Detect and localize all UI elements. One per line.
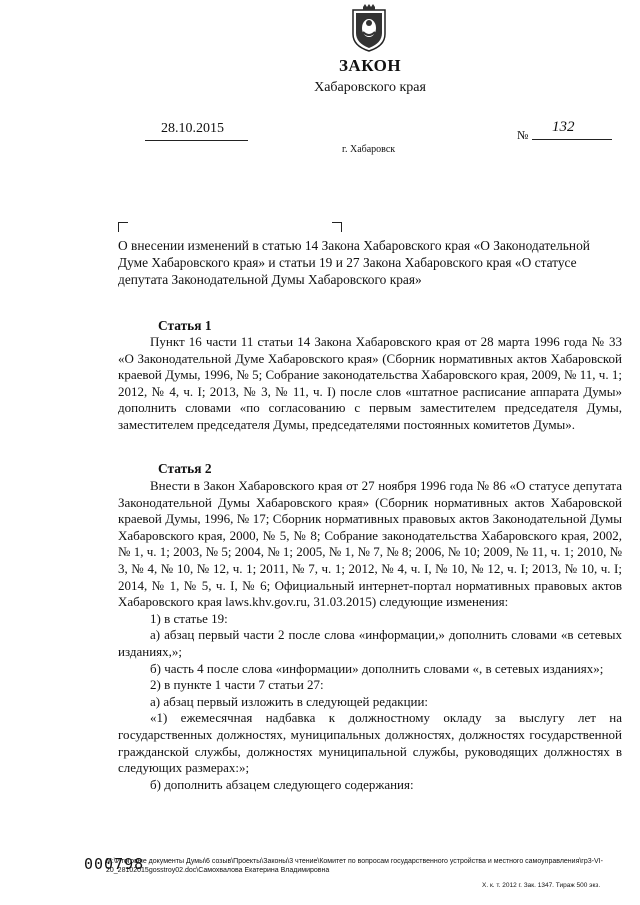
print-info: Х. к. т. 2012 г. Зак. 1347. Тираж 500 экз.: [482, 882, 601, 889]
article-2-quote: «1) ежемесячная надбавка к должностному окладу за выслугу лет на государственных должностях, муниципальных должностях, должностях государственной гражданской службы, должностях муниципальной службы, руководящих должностях в следующих размерах:»;: [118, 710, 622, 776]
heading-corner-left: [118, 222, 128, 232]
article-2-paragraph: Внести в Закон Хабаровского края от 27 ноября 1996 года № 86 «О статусе депутата Законодательной Думы Хабаровского края» (Сборник нормативных актов Хабаровской краевой Думы, 1996, № 17; Сборник нормативных правовых актов Законодательной Думы Хабаровского края, 2000, № 5, № 8; Собрание законодательства Хабаровского края, 2002, № 1, ч. 1; 2003, № 5; 2004, № 1; 2005, № 1, № 7, № 8; 2006, № 10; 2009, № 11, ч. 1; 2010, № 3, № 4, № 10, № 12, ч. 1; 2011, № 7, ч. 1; 2012, № 4, ч. I, № 10, № 12, ч. I; 2013, № 10, ч. I; 2014, № 1, № 5, ч. I, № 6; Официальный интернет-портал нормативных правовых актов Хабаровского края laws.khv.gov.ru, 31.03.2015) следующие изменения:: [118, 478, 622, 610]
city-label: г. Хабаровск: [342, 144, 396, 155]
law-heading: О внесении изменений в статью 14 Закона Хабаровского края «О Законодательной Думе Хабаровского края» и статьи 19 и 27 Закона Хабаровского края «О статусе депутата Законодательной Думы Хабаровского края»: [118, 238, 590, 287]
date-underline: [145, 140, 248, 141]
article-2-subitem: а) абзац первый изложить в следующей редакции:: [150, 693, 429, 709]
document-title: ЗАКОН: [338, 56, 402, 75]
document-serial: 000798: [84, 855, 145, 873]
law-number: 132: [552, 119, 575, 135]
article-2-subitem: а) абзац первый части 2 после слова «информации,» дополнить словами «в сетевых изданиях,»;: [118, 627, 622, 659]
document-subtitle: Хабаровского края: [314, 80, 426, 95]
article-2-subitem: б) дополнить абзацем следующего содержания:: [150, 776, 414, 792]
law-date: 28.10.2015: [161, 121, 224, 136]
article-2-item: 2) в пункте 1 части 7 статьи 27:: [150, 677, 324, 693]
article-2-subitem: б) часть 4 после слова «информации» дополнить словами «, в сетевых изданиях»;: [150, 660, 604, 676]
file-path-footer: M:\Итоговые документы Думы\6 созыв\Проекты\Законы\3 чтение\Комитет по вопросам государственного устройства и местного самоуправления\гр3-VI-20_28102015gosstroy02.doc\Самохвалова Екатерина Владимировна: [106, 858, 603, 874]
article-1-paragraph: Пункт 16 части 11 статьи 14 Закона Хабаровского края от 28 марта 1996 года № 33 «О Законодательной Думе Хабаровского края» (Сборник нормативных актов Хабаровской краевой Думы, 1996, № 5; Собрание законодательства Хабаровского края, 2009, № 11, ч. 1; 2012, № 4, ч. I; 2013, № 3, № 11, ч. I) после слов «штатное расписание аппарата Думы» дополнить словами «по согласованию с первым заместителем председателя Думы, заместителем председателя Думы, председателями постоянных комитетов Думы».: [118, 334, 622, 432]
number-sign: №: [517, 128, 529, 142]
article-2-item: 1) в статье 19:: [150, 610, 228, 626]
heading-corner-right: [332, 222, 342, 232]
article-1-body: [118, 334, 622, 434]
article-2-body: [118, 478, 622, 793]
coat-of-arms-emblem: [349, 4, 389, 52]
number-underline: [532, 139, 612, 140]
article-1-title: Статья 1: [158, 318, 212, 333]
article-2-title: Статья 2: [158, 461, 212, 476]
